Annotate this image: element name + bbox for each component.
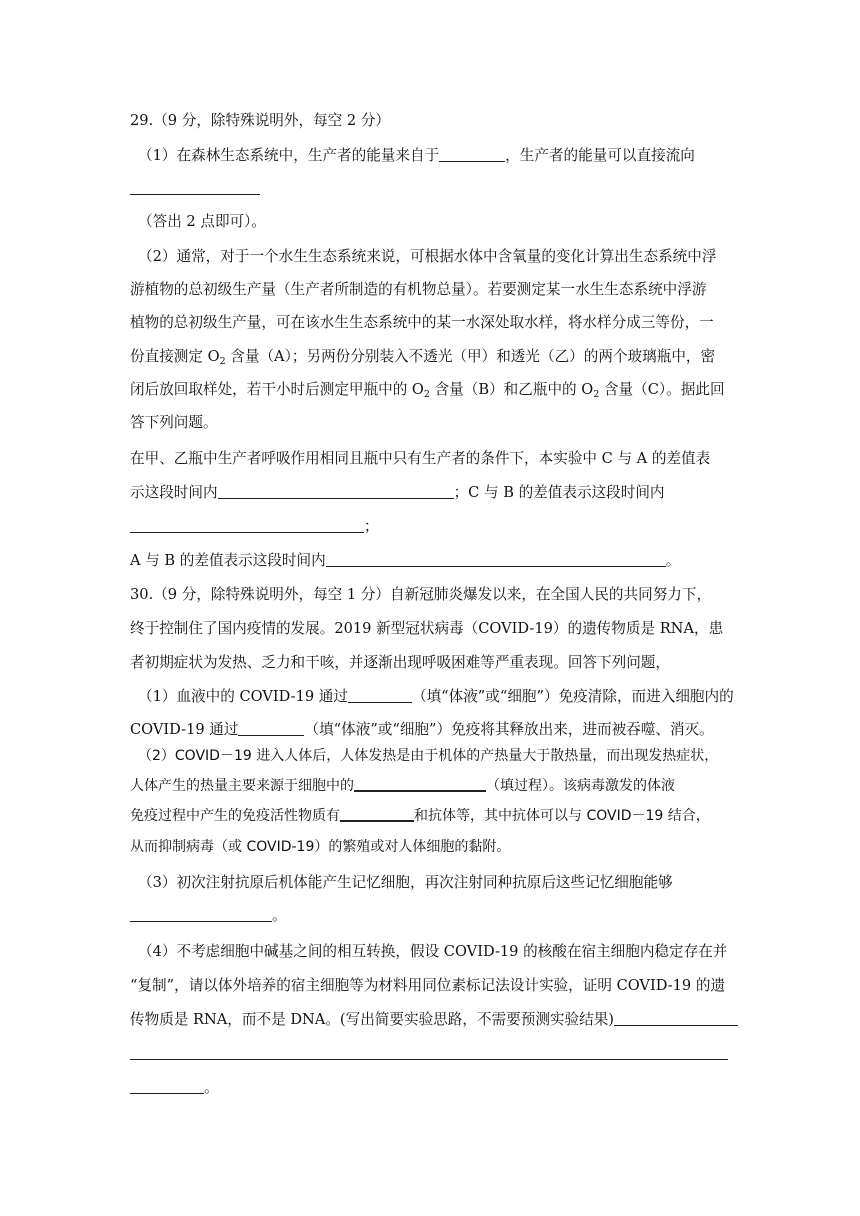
q29-part2-line6: 答下列问题。 bbox=[130, 414, 218, 431]
answer-blank-experiment-1[interactable] bbox=[614, 1011, 738, 1026]
text-segment: （1）血液中的 COVID-19 通过 bbox=[138, 688, 348, 705]
answer-blank-memory-cells[interactable] bbox=[130, 907, 272, 922]
text-segment: 闭后放回取样处，若干小时后测定甲瓶中的 O bbox=[130, 381, 424, 398]
q30-part2-line2 bbox=[130, 776, 730, 796]
q30-intro-line1: 30.（9 分，除特殊说明外，每空 1 分）自新冠肺炎爆发以来，在全国人民的共同努力下， bbox=[130, 586, 712, 603]
text-segment: COVID-19 通过 bbox=[130, 721, 239, 738]
q29-part1-text-a: （1）在森林生态系统中，生产者的能量来自于 bbox=[138, 147, 440, 164]
q30-intro-line3: 者初期症状为发热、乏力和干咳，并逐渐出现呼吸困难等严重表现。回答下列问题， bbox=[130, 654, 670, 671]
q29-part1-line1 bbox=[138, 146, 738, 166]
q30-part4-line4 bbox=[130, 1044, 730, 1064]
text-segment: （填“体液”或“细胞”）免疫将其释放出来，进而被吞噬、消灭。 bbox=[304, 721, 714, 738]
text-segment: （填过程）。该病毒激发的体液 bbox=[486, 778, 675, 794]
text-segment: 示这段时间内 bbox=[130, 484, 218, 501]
answer-blank-energy-source[interactable] bbox=[439, 147, 505, 162]
text-segment: 和抗体等，其中抗体可以与 COVID－19 结合， bbox=[414, 808, 710, 824]
text-segment: 人体产生的热量主要来源于细胞中的 bbox=[130, 778, 354, 794]
q30-part4-line5 bbox=[130, 1078, 730, 1098]
answer-blank-energy-flow[interactable] bbox=[130, 180, 260, 195]
q30-intro-line2: 终于控制住了国内疫情的发展。2019 新型冠状病毒（COVID-19）的遗传物质是 RNA，患 bbox=[130, 620, 724, 637]
answer-blank-experiment-3[interactable] bbox=[130, 1079, 204, 1094]
subscript: 2 bbox=[593, 389, 600, 400]
answer-blank-cb-difference[interactable] bbox=[130, 518, 364, 533]
text-segment: 免疫过程中产生的免疫活性物质有 bbox=[130, 808, 340, 824]
text-segment: 。 bbox=[204, 1079, 219, 1096]
q29-part2-line1: （2）通常，对于一个水生生态系统来说，可根据水体中含氧量的变化计算出生态系统中浮 bbox=[138, 248, 717, 265]
answer-blank-ab-difference[interactable] bbox=[326, 552, 666, 567]
text-segment: 含量（A）；另两份分别装入不透光（甲）和透光（乙）的两个玻璃瓶中，密 bbox=[225, 348, 716, 365]
answer-blank-immunity-type-2[interactable] bbox=[238, 721, 304, 736]
q29-part2-line2: 游植物的总初级生产量（生产者所制造的有机物总量）。若要测定某一水生生态系统中浮游 bbox=[130, 281, 707, 298]
answer-blank-ca-difference[interactable] bbox=[218, 484, 454, 499]
q30-part3-line1: （3）初次注射抗原后机体能产生记忆细胞，再次注射同种抗原后这些记忆细胞能够 bbox=[138, 874, 673, 891]
q30-part2-line3 bbox=[130, 806, 730, 826]
q29-part3-line4 bbox=[130, 551, 730, 571]
q30-part2-line1: （2）COVID－19 进入人体后，人体发热是由于机体的产热量大于散热量，而出现发热症状， bbox=[138, 748, 719, 764]
q29-part1-line3: （答出 2 点即可）。 bbox=[138, 213, 267, 230]
q29-part1-line2 bbox=[130, 179, 730, 199]
answer-blank-immune-substance[interactable] bbox=[340, 806, 414, 822]
q29-part3-line1: 在甲、乙瓶中生产者呼吸作用相同且瓶中只有生产者的条件下，本实验中 C 与 A 的差值表 bbox=[130, 450, 711, 467]
q30-part1-line1 bbox=[138, 687, 738, 707]
text-segment: 含量（B）和乙瓶中的 O bbox=[429, 381, 594, 398]
answer-blank-heat-process[interactable] bbox=[354, 776, 486, 792]
q30-part4-line1: （4）不考虑细胞中碱基之间的相互转换，假设 COVID-19 的核酸在宿主细胞内稳定存在并 bbox=[138, 943, 728, 960]
q29-part2-line5 bbox=[130, 380, 730, 400]
text-segment: 含量（C）。据此回 bbox=[599, 381, 725, 398]
text-segment: A 与 B 的差值表示这段时间内 bbox=[130, 552, 326, 569]
q30-part1-line2 bbox=[130, 720, 730, 740]
q29-title: 29.（9 分，除特殊说明外，每空 2 分） bbox=[130, 112, 391, 129]
q30-part4-line3 bbox=[130, 1010, 730, 1030]
q30-part4-line2: “复制”，请以体外培养的宿主细胞等为材料用同位素标记法设计实验，证明 COVID-19 的遗 bbox=[130, 977, 726, 994]
q29-part1-text-b: ，生产者的能量可以直接流向 bbox=[505, 147, 695, 164]
text-segment: 。 bbox=[272, 907, 287, 924]
answer-blank-immunity-type-1[interactable] bbox=[348, 688, 412, 703]
text-segment: ； bbox=[364, 518, 379, 535]
subscript: 2 bbox=[423, 389, 430, 400]
q29-part3-line3 bbox=[130, 517, 730, 537]
q29-part2-line3: 植物的总初级生产量，可在该水生生态系统中的某一水深处取水样，将水样分成三等份，一 bbox=[130, 314, 714, 331]
q30-part2-line4: 从而抑制病毒（或 COVID-19）的繁殖或对人体细胞的黏附。 bbox=[130, 839, 511, 855]
q29-part3-line2 bbox=[130, 483, 730, 503]
q29-part2-line4 bbox=[130, 347, 730, 367]
answer-blank-experiment-2[interactable] bbox=[130, 1045, 728, 1060]
q30-part3-line2 bbox=[130, 906, 730, 926]
text-segment: 。 bbox=[665, 552, 681, 569]
text-segment: ；C 与 B 的差值表示这段时间内 bbox=[453, 484, 665, 501]
text-segment: 传物质是 RNA，而不是 DNA。(写出简要实验思路，不需要预测实验结果) bbox=[130, 1011, 615, 1028]
subscript: 2 bbox=[219, 356, 226, 367]
text-segment: （填“体液”或“细胞”）免疫清除，而进入细胞内的 bbox=[411, 688, 734, 705]
text-segment: 份直接测定 O bbox=[130, 348, 220, 365]
